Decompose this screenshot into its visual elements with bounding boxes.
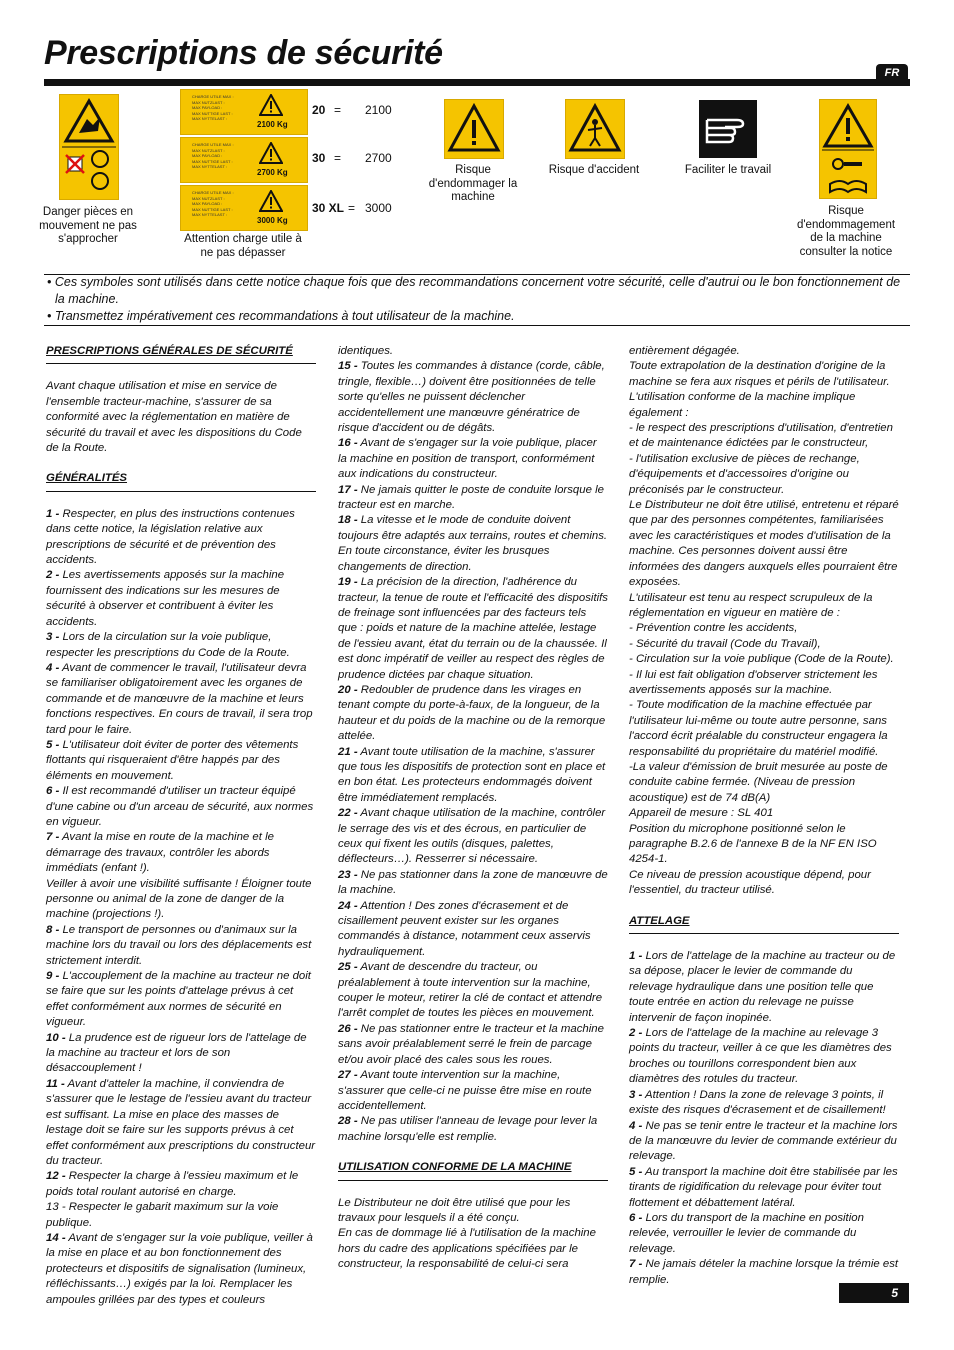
list-item: [629, 1026, 899, 1088]
item-number: 12 -: [46, 1170, 66, 1183]
warning-triangle-icon: [445, 100, 503, 158]
intro-notice: [44, 274, 910, 325]
item-number: 25 -: [338, 961, 358, 974]
list-item: [46, 630, 316, 661]
column-3: [629, 344, 899, 1288]
list-item: [629, 1119, 899, 1165]
item-number: 6 -: [46, 785, 60, 798]
list-item: [338, 513, 608, 575]
list-item: [46, 1169, 316, 1200]
load-caption: Attention charge utile à ne pas dépasser: [184, 233, 302, 259]
paragraph: Toute extrapolation de la destination d'origine de la machine se fera aux risques et périls de l'utilisateur.: [629, 360, 890, 388]
manual-pictogram: [819, 99, 877, 199]
list-item: [629, 1165, 899, 1211]
paragraph: identiques.: [338, 345, 394, 357]
section-heading: ATTELAGE: [629, 914, 899, 934]
list-item: [46, 1231, 316, 1308]
paragraph: - l'utilisation exclusive de pièces de rechange, d'équipements et d'accessoires d'origine ou préconisés par le constructeur.: [629, 452, 860, 496]
item-number: 10 -: [46, 1031, 66, 1044]
model-name: 20: [312, 103, 326, 117]
list-item: [46, 877, 316, 923]
item-number: 1 -: [629, 950, 643, 963]
list-item: [338, 745, 608, 807]
item-text: Lors de la circulation sur la voie publique, respecter les prescriptions du Code de la Route.: [46, 631, 290, 659]
intro-bottom-rule: [44, 325, 910, 326]
warning-triangle-icon: [259, 142, 283, 164]
moving-parts-pictogram: [59, 94, 119, 200]
load-value: 2100: [365, 103, 392, 117]
item-text: Attention ! Des zones d'écrasement et de cisaillement peuvent exister sur les organes commandés à distance, notamment ceux asservis hydrauliquement.: [338, 899, 591, 958]
equals-sign: =: [334, 151, 342, 165]
list-item: [338, 436, 608, 482]
item-number: 6 -: [629, 1211, 643, 1224]
item-number: 17 -: [338, 483, 358, 496]
item-number: 9 -: [46, 970, 60, 983]
warning-triangle-icon: [259, 94, 283, 116]
item-text: Il est recommandé d'utiliser un tracteur équipé d'une cabine ou d'un arceau de sécurité, aux normes en vigueur.: [46, 785, 314, 828]
paragraph: - Sécurité du travail (Code du Travail),: [629, 637, 821, 650]
item-text: Ne pas stationner entre le tracteur et la machine sans avoir préalablement serré le frein de parcage et/ou avoir placé des cales sous les roues.: [338, 1022, 604, 1066]
item-text: Lors de l'attelage de la machine au tracteur ou de sa dépose, placer le levier de commande du relevage hydraulique dans une position telle que toute entrée en action du relevage ne puisse intervenir de façon inopinée.: [629, 950, 896, 1024]
column-1: [46, 344, 316, 1308]
load-value: 2700: [365, 151, 392, 165]
item-number: 14 -: [46, 1231, 66, 1244]
load-panel-3: [180, 185, 308, 231]
item-number: 23 -: [338, 868, 358, 881]
item-text: Ne pas utiliser l'anneau de levage pour lever la machine lorsqu'elle est remplie.: [338, 1115, 598, 1143]
load-value: 3000: [365, 201, 392, 215]
section-heading: PRESCRIPTIONS GÉNÉRALES DE SÉCURITÉ: [46, 344, 316, 364]
paragraph: Le Distributeur ne doit être utilisé que pour les travaux pour lesquels il a été conçu. En cas de dommage lié à l'utilisation de la machine hors du cadre des applications spécifiées par le constructeur, la responsabilité de celui-ci sera: [338, 1196, 596, 1271]
panel-line: MAX NUTTIGE LAST :: [192, 206, 233, 212]
item-text: Avant de descendre du tracteur, ou préalablement à toute intervention sur la machine, couper le moteur, retirer la clé de contact et attendre l'arrêt complet de toutes les pièces en mouvement.: [338, 961, 603, 1020]
item-text: Le transport de personnes ou d'animaux sur la machine lors du travail ou lors des déplacements est strictement interdit.: [46, 923, 312, 967]
warning-triangle-icon: [259, 190, 283, 212]
panel-line: MAX NUTZLAST :: [192, 99, 225, 105]
item-text: Ne pas se tenir entre le tracteur et la machine lors de la manœuvre du levier de commande extérieur du relevage.: [629, 1119, 898, 1163]
load-panel-1: [180, 89, 308, 135]
list-item: [46, 1031, 316, 1077]
item-number: 1 -: [46, 507, 60, 520]
accident-caption: Risque d'accident: [548, 164, 640, 176]
list-item: [338, 868, 608, 899]
item-text: L'accouplement de la machine au tracteur ne doit se faire que sur les points d'attelage prévus à cet effet conformément aux normes de sécurité en vigueur.: [46, 970, 311, 1029]
item-number: 2 -: [46, 569, 60, 582]
list-item: [46, 661, 316, 738]
list-item: [338, 1114, 608, 1145]
panel-line: MAX NYTTELAST :: [192, 164, 228, 169]
item-text: Avant de s'engager sur la voie publique, veiller à la mise en place et au bon fonctionnement des protecteurs et dispositifs de signalisation (lumineux, réfléchissants…) exigés par la loi. Remplacer les ampoules grillées par des types et couleurs: [46, 1231, 313, 1306]
paragraph: Position du microphone positionné selon le paragraphe B.2.6 de l'annexe B de la NF EN ISO 4254-1.: [629, 822, 877, 866]
item-text: Attention ! Dans la zone de relevage 3 points, il existe des risques d'écrasement et de cisaillement!: [629, 1088, 886, 1117]
list-item: [629, 1211, 899, 1257]
list-item: [338, 483, 608, 514]
item-text: Avant d'atteler la machine, il conviendra de s'assurer que le lestage de l'essieu avant du tracteur est suffisant. La mise en place des masses de lestage doit se faire sur les supports prévus à cet effet conformément aux prescriptions du constructeur du tracteur.: [46, 1077, 316, 1167]
load-panel-text: [192, 94, 234, 122]
facilitate-caption: Faciliter le travail: [684, 164, 772, 176]
load-panel-text: [192, 142, 234, 170]
list-item: [46, 923, 316, 969]
item-text: Avant de s'engager sur la voie publique, placer la machine en position de transport, conformément aux indications du constructeur.: [338, 437, 597, 481]
paragraph: - le respect des prescriptions d'utilisation, d'entretien et de maintenance édictées par le constructeur,: [629, 422, 893, 450]
accident-pictogram: [565, 99, 625, 159]
paragraph: - Il lui est fait obligation d'observer strictement les avertissements apposés sur la machine.: [629, 668, 878, 696]
section-heading: GÉNÉRALITÉS: [46, 471, 316, 491]
equals-sign: =: [348, 201, 356, 215]
item-number: 22 -: [338, 807, 358, 820]
intro-bullet: • Transmettez impérativement ces recommandations à tout utilisateur de la machine.: [47, 309, 515, 323]
list-item: [46, 1200, 316, 1231]
item-number: 3 -: [629, 1088, 643, 1101]
model-name: 30 XL: [312, 201, 345, 215]
panel-line: MAX NUTZLAST :: [192, 195, 225, 201]
item-number: 21 -: [338, 745, 358, 758]
item-text: Avant toute utilisation de la machine, s'assurer que tous les dispositifs de protection sont en place et en bon état. Les protecteurs endommagés doivent être immédiatement remplacés.: [338, 745, 606, 804]
list-item: [629, 1088, 899, 1119]
paragraph: Appareil de mesure : SL 401: [629, 807, 774, 820]
panel-line: CHARGE UTILE MAX :: [192, 94, 234, 99]
panel-line: CHARGE UTILE MAX :: [192, 142, 234, 147]
item-number: 16 -: [338, 437, 358, 450]
item-text: Respecter, en plus des instructions contenues dans cette notice, la législation relative aux prescriptions de sécurité et de prévention des accidents.: [46, 507, 295, 567]
machine-damage-pictogram: [444, 99, 504, 159]
list-item: [46, 784, 316, 830]
list-item: [46, 830, 316, 876]
person-warning-icon: [566, 100, 624, 158]
paragraph: Ce niveau de pression acoustique dépend, pour l'essentiel, du tracteur utilisé.: [629, 868, 871, 897]
item-text: Respecter la charge à l'essieu maximum et le poids total roulant autorisé en charge.: [46, 1170, 299, 1198]
paragraph: entièrement dégagée.: [629, 345, 740, 357]
list-item: [338, 899, 608, 961]
item-text: Veiller à avoir une visibilité suffisante ! Éloigner toute personne ou animal de la zone de danger de la machine (projections !).: [46, 877, 312, 921]
item-text: Toutes les commandes à distance (corde, câble, tringle, flexible…) doivent être positionnées de telle sorte qu'elles ne puissent déclencher accidentellement une manœuvre génératrice de risque d'accident ou de dégâts.: [338, 360, 605, 435]
manual-caption: Risque d'endommagement de la machine consulter la notice: [796, 205, 896, 258]
item-number: 7 -: [629, 1258, 643, 1271]
item-text: Lors du transport de la machine en position relevée, verrouiller le levier de commande du relevage.: [629, 1211, 864, 1255]
item-text: La précision de la direction, l'adhérence du tracteur, la tenue de route et l'efficacité des dispositifs de freinage sont influencées par des facteurs tels que : poids et nature de la machine attelée, lestage de l'essieu avant, état du terrain ou de la chaussée. Il est donc impératif de veiller au respect des règles de prudence dictées par chaque situation.: [338, 576, 609, 681]
page-title: Prescriptions de sécurité: [44, 34, 443, 72]
paragraph: L'utilisation conforme de la machine implique également :: [629, 391, 856, 419]
load-panel-value: 2100 Kg: [257, 120, 288, 129]
paragraph: -La valeur d'émission de bruit mesurée au poste de conduite cabine fermée. (Niveau de pression acoustique) est de 74 dB(A): [629, 760, 888, 804]
paragraph: Avant chaque utilisation et mise en service de l'ensemble tracteur-machine, s'assurer de sa conformité avec la réglementation en matière de sécurité du travail et avec les dispositions du Code de la Route.: [46, 380, 302, 455]
item-number: 3 -: [46, 631, 60, 644]
machine-damage-caption: Risque d'endommager la machine: [428, 164, 518, 203]
paragraph: - Circulation sur la voie publique (Code de la Route).: [629, 653, 894, 666]
panel-line: MAX NUTTIGE LAST :: [192, 110, 233, 116]
item-text: L'utilisateur doit éviter de porter des vêtements flottants qui risqueraient d'être happés par des éléments en mouvement.: [46, 738, 299, 782]
list-item: [46, 568, 316, 630]
load-panel-value: 3000 Kg: [257, 216, 288, 225]
panel-line: MAX PAYLOAD :: [192, 105, 223, 110]
load-panel-2: [180, 137, 308, 183]
panel-line: MAX NYTTELAST :: [192, 116, 228, 121]
panel-line: CHARGE UTILE MAX :: [192, 190, 234, 195]
item-number: 2 -: [629, 1027, 643, 1040]
item-text: Les avertissements apposés sur la machine fournissent des indications sur les mesures de sécurité à observer et contribuent à éviter les accidents.: [46, 569, 285, 628]
list-item: [338, 683, 608, 745]
wrench-icon: [833, 159, 843, 169]
list-item: [629, 949, 899, 1026]
item-text: Lors de l'attelage de la machine au relevage 3 points du tracteur, veiller à ce que les diamètres des broches ou tourillons correspondent bien aux diamètres des rotules du tracteur.: [629, 1027, 892, 1086]
item-number: 18 -: [338, 514, 358, 527]
section-heading: UTILISATION CONFORME DE LA MACHINE: [338, 1160, 608, 1180]
item-number: 8 -: [46, 923, 60, 936]
page-number: 5: [839, 1283, 909, 1303]
panel-line: MAX NUTZLAST :: [192, 147, 225, 153]
item-number: 5 -: [46, 738, 60, 751]
pointing-hand-icon: [699, 100, 757, 158]
moving-parts-caption: Danger pièces en mouvement ne pas s'approcher: [39, 206, 137, 245]
panel-line: MAX PAYLOAD :: [192, 153, 223, 158]
list-item: [338, 1022, 608, 1068]
item-number: 28 -: [338, 1115, 358, 1128]
paragraph: Le Distributeur ne doit être utilisé, entretenu et réparé que par des personnes compétentes, familiarisées avec les caractéristiques et modes d'utilisation de la machine. Ces personnes doivent aussi être informées des dangers auxquels elles pourraient être exposées.: [629, 499, 899, 589]
list-item: [46, 1077, 316, 1169]
model-name: 30: [312, 151, 326, 165]
item-text: Avant de commencer le travail, l'utilisateur devra se familiariser obligatoirement avec les organes de commande et de manœuvre de la machine et leurs fonctions respectives. En cours de travail, il sera trop tard pour le faire.: [46, 661, 313, 736]
paragraph: - Prévention contre les accidents,: [629, 622, 798, 635]
intro-text: Transmettez impérativement ces recommandations à tout utilisateur de la machine.: [54, 309, 515, 323]
item-text: Ne jamais dételer la machine lorsque la trémie est remplie.: [629, 1258, 899, 1286]
item-number: 5 -: [629, 1165, 643, 1178]
load-panel-value: 2700 Kg: [257, 168, 288, 177]
item-text: 13 - Respecter le gabarit maximum sur la voie publique.: [46, 1201, 279, 1229]
item-text: Au transport la machine doit être stabilisée par les tirants de rigidification du relevage pour éviter tout flottement et débattement latéral.: [629, 1165, 898, 1209]
list-item: [46, 507, 316, 569]
paragraph: - Toute modification de la machine effectuée par l'utilisateur lui-même ou toute autre personne, sans l'accord écrit préalable du constructeur engagera la responsabilité du propriétaire du matériel modifié.: [629, 699, 888, 758]
equals-sign: =: [334, 103, 342, 117]
language-badge: FR: [876, 64, 908, 83]
panel-line: MAX PAYLOAD :: [192, 201, 223, 206]
book-icon: [830, 181, 866, 192]
item-number: 4 -: [629, 1119, 643, 1132]
panel-line: MAX NYTTELAST :: [192, 212, 228, 217]
paragraph: L'utilisateur est tenu au respect scrupuleux de la réglementation en vigueur en matière de :: [629, 591, 873, 619]
item-number: 19 -: [338, 576, 358, 589]
item-number: 26 -: [338, 1022, 358, 1035]
item-text: Avant chaque utilisation de la machine, contrôler le serrage des vis et des écrous, en particulier de ceux qui fixent les outils (disques, palettes, déflecteurs…). Resserrer si nécessaire.: [338, 807, 606, 866]
item-number: 7 -: [46, 831, 60, 844]
item-number: 20 -: [338, 683, 358, 696]
intro-bullet: • Ces symboles sont utilisés dans cette notice chaque fois que des recommandations concernent votre sécurité, celle d'autrui ou le bon fonctionnement de la machine.: [47, 275, 901, 306]
item-number: 27 -: [338, 1069, 358, 1082]
list-item: [338, 575, 608, 683]
panel-line: MAX NUTTIGE LAST :: [192, 158, 233, 164]
item-number: 11 -: [46, 1077, 65, 1090]
item-text: La vitesse et le mode de conduite doivent toujours être adaptés aux terrains, routes et chemins. En toute circonstance, éviter les brusques changements de direction.: [338, 514, 608, 573]
title-rule: [44, 79, 910, 86]
load-panel-text: [192, 190, 234, 218]
item-text: Ne pas stationner dans la zone de manœuvre de la machine.: [338, 868, 608, 897]
list-item: [338, 806, 608, 868]
item-text: Avant la mise en route de la machine et le démarrage des travaux, contrôler les abords immédiats (enfant !).: [46, 831, 274, 875]
list-item: [338, 960, 608, 1022]
intro-text: Ces symboles sont utilisés dans cette notice chaque fois que des recommandations concernent votre sécurité, celle d'autrui ou le bon fonctionnement de la machine.: [54, 275, 901, 306]
item-text: Ne jamais quitter le poste de conduite lorsque le tracteur est en marche.: [338, 483, 604, 512]
item-text: La prudence est de rigueur lors de l'attelage de la machine au tracteur et lors de son désaccouplement !: [46, 1031, 307, 1075]
item-text: Redoubler de prudence dans les virages en tenant compte du porte-à-faux, de la longueur, de la hauteur et du poids de la machine ou de la remorque attelée.: [338, 683, 606, 743]
item-text: Avant toute intervention sur la machine, s'assurer que celle-ci ne puisse être mise en route accidentellement.: [338, 1069, 592, 1112]
list-item: [338, 1068, 608, 1114]
list-item: [338, 359, 608, 436]
list-item: [46, 738, 316, 784]
item-number: 15 -: [338, 360, 358, 373]
column-2: [338, 344, 608, 1273]
item-number: 24 -: [338, 899, 358, 912]
item-number: 4 -: [46, 661, 60, 674]
list-item: [46, 969, 316, 1031]
